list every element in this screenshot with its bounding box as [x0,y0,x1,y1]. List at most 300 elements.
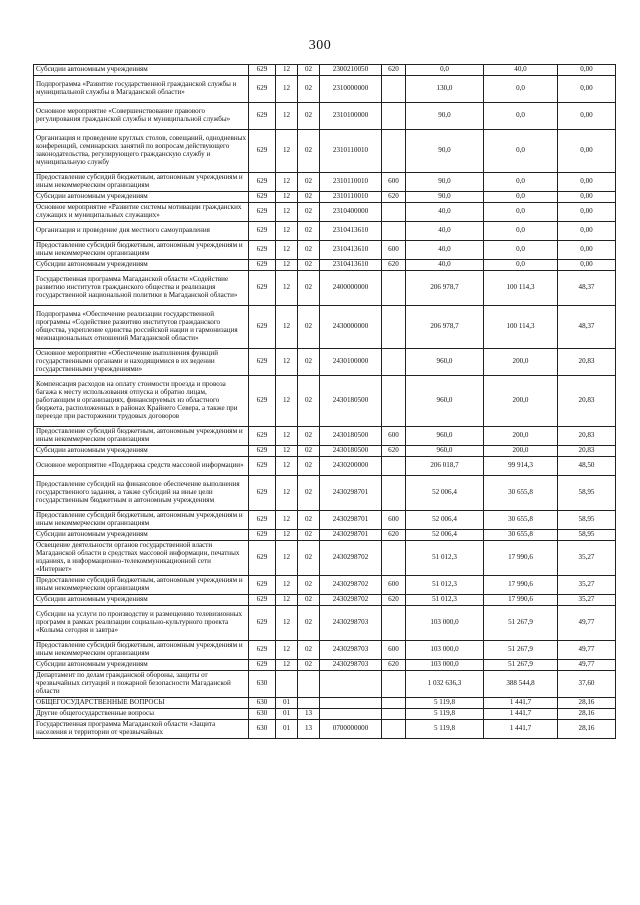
execution-percent: 37,60 [558,671,616,698]
section-code: 12 [276,192,298,203]
row-name: Основное мероприятие «Обеспечение выполнения функций государственными органами и находящимися в их ведении государственными учреждениями» [34,349,249,376]
table-row [34,541,616,576]
row-name: ОБЩЕГОСУДАРСТВЕННЫЕ ВОПРОСЫ [34,698,249,709]
subsection-code [298,698,320,709]
section-code: 12 [276,103,298,130]
execution-percent: 49,77 [558,641,616,660]
subsection-code: 02 [298,476,320,511]
table-row [34,511,616,530]
target-article-code: 2430180500 [320,376,382,427]
target-article-code: 2400000000 [320,271,382,306]
approved-amount: 52 006,4 [406,511,484,530]
expense-type-code [382,698,406,709]
ved-code: 630 [249,720,276,739]
expense-type-code: 620 [382,65,406,76]
approved-amount: 90,0 [406,103,484,130]
ved-code: 630 [249,709,276,720]
row-name: Компенсация расходов на оплату стоимости проезда и провоза багажа к месту использования отпуска и обратно лицам, работающим в организациях, финансируемых из областного бюджета, расположенных в районах Крайнего Севера, а также при переезде при расторжении трудовых договоров [34,376,249,427]
section-code [276,671,298,698]
executed-amount: 0,0 [484,260,558,271]
row-name: Подпрограмма «Обеспечение реализации государственной программы «Содействие развитию институтов гражданского общества, укрепление единства российской нации и гармонизация межнациональных отношений Магаданской области» [34,306,249,349]
expense-type-code: 620 [382,192,406,203]
expense-type-code [382,222,406,241]
target-article-code: 2310110010 [320,173,382,192]
subsection-code: 02 [298,660,320,671]
execution-percent: 28,16 [558,720,616,739]
executed-amount: 200,0 [484,376,558,427]
approved-amount: 5 119,8 [406,698,484,709]
table-row [34,606,616,641]
approved-amount: 103 000,0 [406,660,484,671]
ved-code: 629 [249,260,276,271]
target-article-code: 2310413610 [320,260,382,271]
executed-amount: 200,0 [484,446,558,457]
executed-amount: 40,0 [484,65,558,76]
execution-percent: 20,83 [558,349,616,376]
executed-amount: 99 914,3 [484,457,558,476]
table-row [34,103,616,130]
subsection-code: 13 [298,720,320,739]
executed-amount: 17 990,6 [484,595,558,606]
subsection-code: 02 [298,271,320,306]
section-code: 12 [276,641,298,660]
section-code: 12 [276,222,298,241]
approved-amount: 960,0 [406,427,484,446]
table-row [34,671,616,698]
approved-amount: 960,0 [406,376,484,427]
table-row [34,698,616,709]
ved-code: 629 [249,541,276,576]
section-code: 12 [276,511,298,530]
target-article-code: 2310100000 [320,103,382,130]
approved-amount: 51 012,3 [406,595,484,606]
execution-percent: 58,95 [558,511,616,530]
expense-type-code [382,457,406,476]
executed-amount: 1 441,7 [484,720,558,739]
subsection-code: 02 [298,595,320,606]
expense-type-code [382,709,406,720]
executed-amount: 388 544,8 [484,671,558,698]
table-row [34,203,616,222]
section-code: 12 [276,349,298,376]
table-row [34,192,616,203]
subsection-code: 02 [298,641,320,660]
expense-type-code [382,306,406,349]
row-name: Субсидии автономным учреждениям [34,260,249,271]
approved-amount: 960,0 [406,349,484,376]
ved-code: 629 [249,595,276,606]
row-name: Предоставление субсидий бюджетным, автономным учреждениям и иным некоммерческим организациям [34,173,249,192]
table-row [34,65,616,76]
section-code: 12 [276,241,298,260]
executed-amount: 0,0 [484,173,558,192]
target-article-code: 2310413610 [320,241,382,260]
target-article-code: 2430298701 [320,476,382,511]
row-name: Субсидии на услуги по производству и размещению телевизионных программ в рамках реализации социально-культурного проекта «Колыма сегодня и завтра» [34,606,249,641]
ved-code: 629 [249,606,276,641]
section-code: 01 [276,709,298,720]
section-code: 12 [276,427,298,446]
subsection-code: 02 [298,376,320,427]
row-name: Субсидии автономным учреждениям [34,595,249,606]
approved-amount: 1 032 636,3 [406,671,484,698]
expense-type-code: 620 [382,595,406,606]
approved-amount: 960,0 [406,446,484,457]
section-code: 12 [276,476,298,511]
page-number: 300 [308,38,332,53]
target-article-code: 2430298701 [320,511,382,530]
row-name: Государственная программа Магаданской области «Защита населения и территории от чрезвычайных [34,720,249,739]
subsection-code: 02 [298,260,320,271]
ved-code: 629 [249,222,276,241]
row-name: Предоставление субсидий бюджетным, автономным учреждениям и иным некоммерческим организациям [34,241,249,260]
target-article-code: 2310000000 [320,76,382,103]
subsection-code: 02 [298,427,320,446]
execution-percent: 0,00 [558,222,616,241]
section-code: 01 [276,720,298,739]
table-row [34,306,616,349]
execution-percent: 0,00 [558,203,616,222]
expense-type-code [382,76,406,103]
expense-type-code [382,271,406,306]
execution-percent: 58,95 [558,530,616,541]
section-code: 12 [276,541,298,576]
execution-percent: 0,00 [558,173,616,192]
executed-amount: 200,0 [484,349,558,376]
executed-amount: 100 114,3 [484,306,558,349]
approved-amount: 103 000,0 [406,641,484,660]
approved-amount: 206 978,7 [406,271,484,306]
section-code: 12 [276,271,298,306]
subsection-code: 02 [298,241,320,260]
executed-amount: 0,0 [484,76,558,103]
executed-amount: 51 267,9 [484,606,558,641]
expense-type-code [382,103,406,130]
target-article-code: 0700000000 [320,720,382,739]
approved-amount: 52 006,4 [406,530,484,541]
table-row [34,241,616,260]
section-code: 12 [276,260,298,271]
row-name: Другие общегосударственные вопросы [34,709,249,720]
ved-code: 629 [249,306,276,349]
target-article-code [320,698,382,709]
table-row [34,222,616,241]
section-code: 12 [276,606,298,641]
target-article-code: 2430298703 [320,660,382,671]
subsection-code: 02 [298,76,320,103]
subsection-code: 02 [298,192,320,203]
subsection-code: 02 [298,457,320,476]
expense-type-code: 620 [382,660,406,671]
approved-amount: 40,0 [406,222,484,241]
ved-code: 629 [249,65,276,76]
table-row [34,349,616,376]
execution-percent: 0,00 [558,76,616,103]
expense-type-code [382,130,406,173]
row-name: Основное мероприятие «Развитие системы мотивации гражданских служащих и муниципальных служащих» [34,203,249,222]
ved-code: 629 [249,271,276,306]
row-name: Организация и проведение дня местного самоуправления [34,222,249,241]
row-name: Подпрограмма «Развитие государственной гражданской службы и муниципальной службы в Магаданской области» [34,76,249,103]
approved-amount: 51 012,3 [406,541,484,576]
row-name: Организация и проведение круглых столов, совещаний, однодневных конференций, семинарских занятий по вопросам действующего законодательства, регулирующего гражданскую службу и муниципальную службу [34,130,249,173]
executed-amount: 0,0 [484,103,558,130]
section-code: 12 [276,65,298,76]
target-article-code: 2310400000 [320,203,382,222]
budget-table-body [34,65,616,739]
executed-amount: 0,0 [484,203,558,222]
ved-code: 629 [249,476,276,511]
executed-amount: 51 267,9 [484,660,558,671]
expense-type-code [382,720,406,739]
row-name: Предоставление субсидий на финансовое обеспечение выполнения государственного задания, а также субсидий на иные цели государственным бюджетным и автономным учреждениям [34,476,249,511]
approved-amount: 90,0 [406,130,484,173]
subsection-code: 02 [298,349,320,376]
approved-amount: 206 018,7 [406,457,484,476]
table-row [34,641,616,660]
approved-amount: 52 006,4 [406,476,484,511]
table-row [34,130,616,173]
expense-type-code [382,349,406,376]
executed-amount: 17 990,6 [484,541,558,576]
ved-code: 629 [249,192,276,203]
subsection-code: 02 [298,130,320,173]
execution-percent: 0,00 [558,65,616,76]
target-article-code: 2430298703 [320,606,382,641]
execution-percent: 35,27 [558,595,616,606]
subsection-code: 02 [298,222,320,241]
expense-type-code [382,476,406,511]
ved-code: 629 [249,376,276,427]
execution-percent: 0,00 [558,130,616,173]
execution-percent: 0,00 [558,260,616,271]
expense-type-code: 620 [382,260,406,271]
expense-type-code [382,376,406,427]
ved-code: 630 [249,671,276,698]
row-name: Основное мероприятие «Поддержка средств массовой информации» [34,457,249,476]
table-row [34,720,616,739]
table-row [34,576,616,595]
expense-type-code [382,606,406,641]
execution-percent: 0,00 [558,241,616,260]
ved-code: 629 [249,241,276,260]
target-article-code [320,709,382,720]
ved-code: 629 [249,130,276,173]
subsection-code: 02 [298,576,320,595]
subsection-code: 02 [298,65,320,76]
executed-amount: 0,0 [484,192,558,203]
execution-percent: 0,00 [558,103,616,130]
ved-code: 629 [249,457,276,476]
section-code: 12 [276,457,298,476]
target-article-code: 2430200000 [320,457,382,476]
subsection-code: 02 [298,541,320,576]
row-name: Предоставление субсидий бюджетным, автономным учреждениям и иным некоммерческим организациям [34,511,249,530]
ved-code: 629 [249,103,276,130]
subsection-code: 02 [298,606,320,641]
expense-type-code: 600 [382,511,406,530]
execution-percent: 48,37 [558,271,616,306]
executed-amount: 17 990,6 [484,576,558,595]
approved-amount: 0,0 [406,65,484,76]
subsection-code: 02 [298,511,320,530]
table-row [34,595,616,606]
approved-amount: 90,0 [406,192,484,203]
expense-type-code: 600 [382,641,406,660]
section-code: 12 [276,530,298,541]
subsection-code [298,671,320,698]
execution-percent: 48,37 [558,306,616,349]
target-article-code: 2310110010 [320,130,382,173]
ved-code: 629 [249,660,276,671]
executed-amount: 0,0 [484,130,558,173]
approved-amount: 40,0 [406,241,484,260]
execution-percent: 28,16 [558,698,616,709]
expense-type-code [382,203,406,222]
expense-type-code: 600 [382,173,406,192]
subsection-code: 02 [298,530,320,541]
table-row [34,271,616,306]
section-code: 12 [276,130,298,173]
row-name: Субсидии автономным учреждениям [34,65,249,76]
ved-code: 629 [249,576,276,595]
row-name: Государственная программа Магаданской области «Содействие развитию институтов гражданского общества и реализация государственной национальной политики в Магаданской области» [34,271,249,306]
section-code: 12 [276,595,298,606]
execution-percent: 20,83 [558,446,616,457]
section-code: 12 [276,306,298,349]
subsection-code: 02 [298,446,320,457]
row-name: Предоставление субсидий бюджетным, автономным учреждениям и иным некоммерческим организациям [34,576,249,595]
target-article-code: 2300210050 [320,65,382,76]
execution-percent: 35,27 [558,541,616,576]
execution-percent: 20,83 [558,376,616,427]
row-name: Департамент по делам гражданской обороны, защиты от чрезвычайных ситуаций и пожарной безопасности Магаданской области [34,671,249,698]
subsection-code: 02 [298,306,320,349]
table-row [34,457,616,476]
section-code: 01 [276,698,298,709]
section-code: 12 [276,660,298,671]
ved-code: 629 [249,511,276,530]
table-row [34,173,616,192]
section-code: 12 [276,76,298,103]
table-row [34,530,616,541]
row-name: Предоставление субсидий бюджетным, автономным учреждениям и иным некоммерческим организациям [34,641,249,660]
row-name: Субсидии автономным учреждениям [34,192,249,203]
target-article-code: 2430298703 [320,641,382,660]
executed-amount: 200,0 [484,427,558,446]
executed-amount: 0,0 [484,241,558,260]
target-article-code: 2430180500 [320,427,382,446]
execution-percent: 48,50 [558,457,616,476]
target-article-code: 2430298702 [320,576,382,595]
target-article-code: 2430180500 [320,446,382,457]
expense-type-code: 600 [382,241,406,260]
table-row [34,76,616,103]
expense-type-code: 620 [382,446,406,457]
ved-code: 629 [249,203,276,222]
ved-code: 629 [249,530,276,541]
target-article-code: 2430298702 [320,595,382,606]
target-article-code: 2430100000 [320,349,382,376]
expense-type-code [382,671,406,698]
target-article-code: 2310413610 [320,222,382,241]
approved-amount: 103 000,0 [406,606,484,641]
target-article-code: 2430298702 [320,541,382,576]
subsection-code: 02 [298,203,320,222]
subsection-code: 13 [298,709,320,720]
target-article-code: 2430298701 [320,530,382,541]
subsection-code: 02 [298,103,320,130]
approved-amount: 40,0 [406,260,484,271]
row-name: Освещение деятельности органов государственной власти Магаданской области в средствах массовой информации, печатных изданиях, в информационно-телекоммуникационной сети «Интернет» [34,541,249,576]
execution-percent: 20,83 [558,427,616,446]
approved-amount: 130,0 [406,76,484,103]
table-row [34,376,616,427]
ved-code: 630 [249,698,276,709]
ved-code: 629 [249,76,276,103]
section-code: 12 [276,446,298,457]
target-article-code [320,671,382,698]
table-row [34,260,616,271]
approved-amount: 40,0 [406,203,484,222]
table-row [34,660,616,671]
approved-amount: 5 119,8 [406,709,484,720]
target-article-code: 2310110010 [320,192,382,203]
executed-amount: 51 267,9 [484,641,558,660]
expense-type-code: 600 [382,427,406,446]
execution-percent: 58,95 [558,476,616,511]
executed-amount: 100 114,3 [484,271,558,306]
target-article-code: 2430000000 [320,306,382,349]
execution-percent: 28,16 [558,709,616,720]
table-row [34,709,616,720]
executed-amount: 1 441,7 [484,698,558,709]
ved-code: 629 [249,641,276,660]
section-code: 12 [276,576,298,595]
section-code: 12 [276,203,298,222]
ved-code: 629 [249,349,276,376]
subsection-code: 02 [298,173,320,192]
row-name: Субсидии автономным учреждениям [34,446,249,457]
executed-amount: 30 655,8 [484,476,558,511]
ved-code: 629 [249,173,276,192]
executed-amount: 0,0 [484,222,558,241]
ved-code: 629 [249,427,276,446]
table-row [34,427,616,446]
budget-table [33,64,616,739]
row-name: Субсидии автономным учреждениям [34,530,249,541]
section-code: 12 [276,376,298,427]
executed-amount: 30 655,8 [484,530,558,541]
execution-percent: 49,77 [558,660,616,671]
row-name: Предоставление субсидий бюджетным, автономным учреждениям и иным некоммерческим организациям [34,427,249,446]
approved-amount: 206 978,7 [406,306,484,349]
row-name: Основное мероприятие «Совершенствование правового регулирования гражданской службы и муниципальной службы» [34,103,249,130]
execution-percent: 49,77 [558,606,616,641]
ved-code: 629 [249,446,276,457]
table-row [34,446,616,457]
approved-amount: 90,0 [406,173,484,192]
row-name: Субсидии автономным учреждениям [34,660,249,671]
table-row [34,476,616,511]
section-code: 12 [276,173,298,192]
expense-type-code [382,541,406,576]
executed-amount: 1 441,7 [484,709,558,720]
approved-amount: 5 119,8 [406,720,484,739]
expense-type-code: 620 [382,530,406,541]
execution-percent: 0,00 [558,192,616,203]
executed-amount: 30 655,8 [484,511,558,530]
